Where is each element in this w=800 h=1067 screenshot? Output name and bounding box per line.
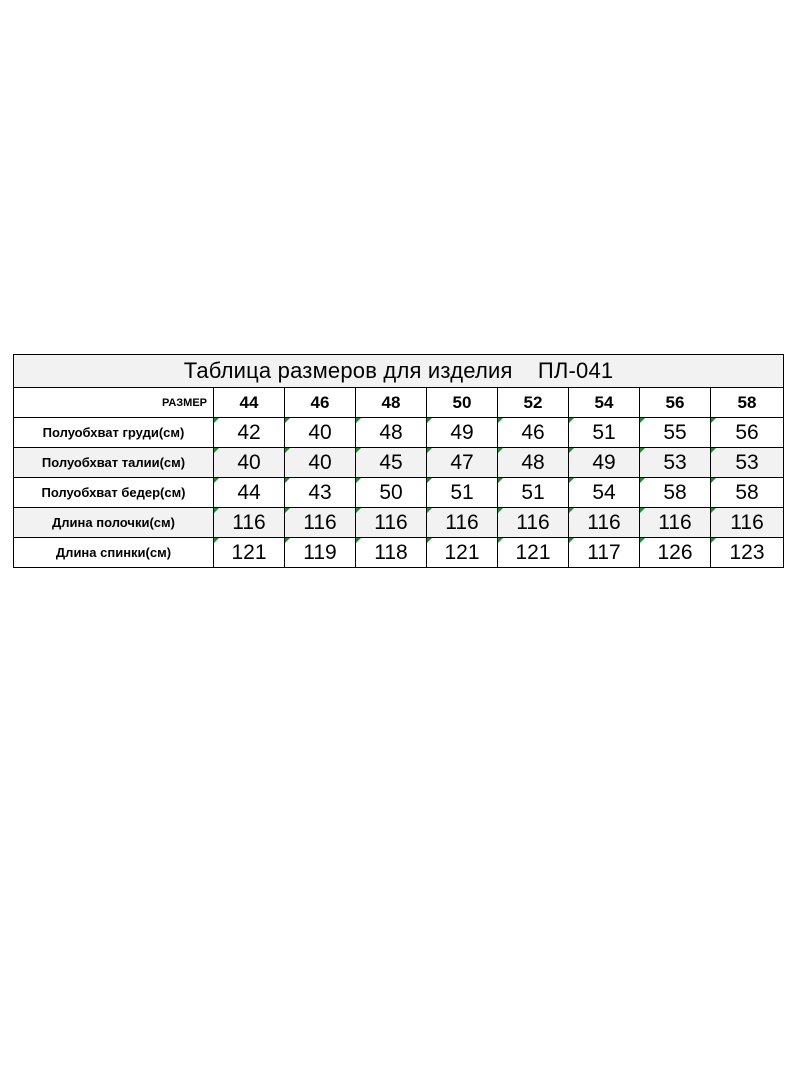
size-header-cell: 56 bbox=[640, 388, 711, 418]
table-row bbox=[14, 538, 784, 568]
value-cell: 116 bbox=[711, 508, 784, 538]
value-cell: 116 bbox=[214, 508, 285, 538]
size-header-cell: 52 bbox=[498, 388, 569, 418]
header-row bbox=[14, 388, 784, 418]
value-cell: 51 bbox=[569, 418, 640, 448]
size-header-cell: 50 bbox=[427, 388, 498, 418]
table-title: Таблица размеров для изделия ПЛ-041 bbox=[14, 355, 784, 388]
row-label: Полуобхват груди(см) bbox=[14, 418, 214, 448]
row-label: Полуобхват талии(см) bbox=[14, 448, 214, 478]
value-cell: 118 bbox=[356, 538, 427, 568]
size-header-cell: 54 bbox=[569, 388, 640, 418]
row-label: Длина спинки(см) bbox=[14, 538, 214, 568]
header-label: РАЗМЕР bbox=[14, 388, 214, 418]
value-cell: 51 bbox=[498, 478, 569, 508]
value-cell: 49 bbox=[427, 418, 498, 448]
value-cell: 48 bbox=[356, 418, 427, 448]
value-cell: 116 bbox=[285, 508, 356, 538]
size-chart-table bbox=[13, 354, 784, 568]
value-cell: 48 bbox=[498, 448, 569, 478]
value-cell: 116 bbox=[427, 508, 498, 538]
size-header-cell: 48 bbox=[356, 388, 427, 418]
value-cell: 58 bbox=[640, 478, 711, 508]
value-cell: 117 bbox=[569, 538, 640, 568]
value-cell: 119 bbox=[285, 538, 356, 568]
size-header-cell: 46 bbox=[285, 388, 356, 418]
value-cell: 50 bbox=[356, 478, 427, 508]
value-cell: 121 bbox=[214, 538, 285, 568]
table-row bbox=[14, 448, 784, 478]
value-cell: 45 bbox=[356, 448, 427, 478]
value-cell: 123 bbox=[711, 538, 784, 568]
size-header-cell: 44 bbox=[214, 388, 285, 418]
row-label: Длина полочки(см) bbox=[14, 508, 214, 538]
size-chart-body bbox=[14, 355, 784, 568]
value-cell: 126 bbox=[640, 538, 711, 568]
value-cell: 116 bbox=[640, 508, 711, 538]
value-cell: 51 bbox=[427, 478, 498, 508]
value-cell: 58 bbox=[711, 478, 784, 508]
table-row bbox=[14, 478, 784, 508]
value-cell: 40 bbox=[285, 448, 356, 478]
value-cell: 49 bbox=[569, 448, 640, 478]
value-cell: 54 bbox=[569, 478, 640, 508]
value-cell: 40 bbox=[285, 418, 356, 448]
value-cell: 46 bbox=[498, 418, 569, 448]
row-label: Полуобхват бедер(см) bbox=[14, 478, 214, 508]
value-cell: 56 bbox=[711, 418, 784, 448]
value-cell: 43 bbox=[285, 478, 356, 508]
title-row bbox=[14, 355, 784, 388]
table-row bbox=[14, 418, 784, 448]
value-cell: 121 bbox=[498, 538, 569, 568]
value-cell: 44 bbox=[214, 478, 285, 508]
value-cell: 116 bbox=[569, 508, 640, 538]
value-cell: 40 bbox=[214, 448, 285, 478]
value-cell: 42 bbox=[214, 418, 285, 448]
value-cell: 55 bbox=[640, 418, 711, 448]
table-row bbox=[14, 508, 784, 538]
value-cell: 53 bbox=[640, 448, 711, 478]
size-header-cell: 58 bbox=[711, 388, 784, 418]
value-cell: 116 bbox=[498, 508, 569, 538]
value-cell: 47 bbox=[427, 448, 498, 478]
value-cell: 116 bbox=[356, 508, 427, 538]
value-cell: 121 bbox=[427, 538, 498, 568]
value-cell: 53 bbox=[711, 448, 784, 478]
